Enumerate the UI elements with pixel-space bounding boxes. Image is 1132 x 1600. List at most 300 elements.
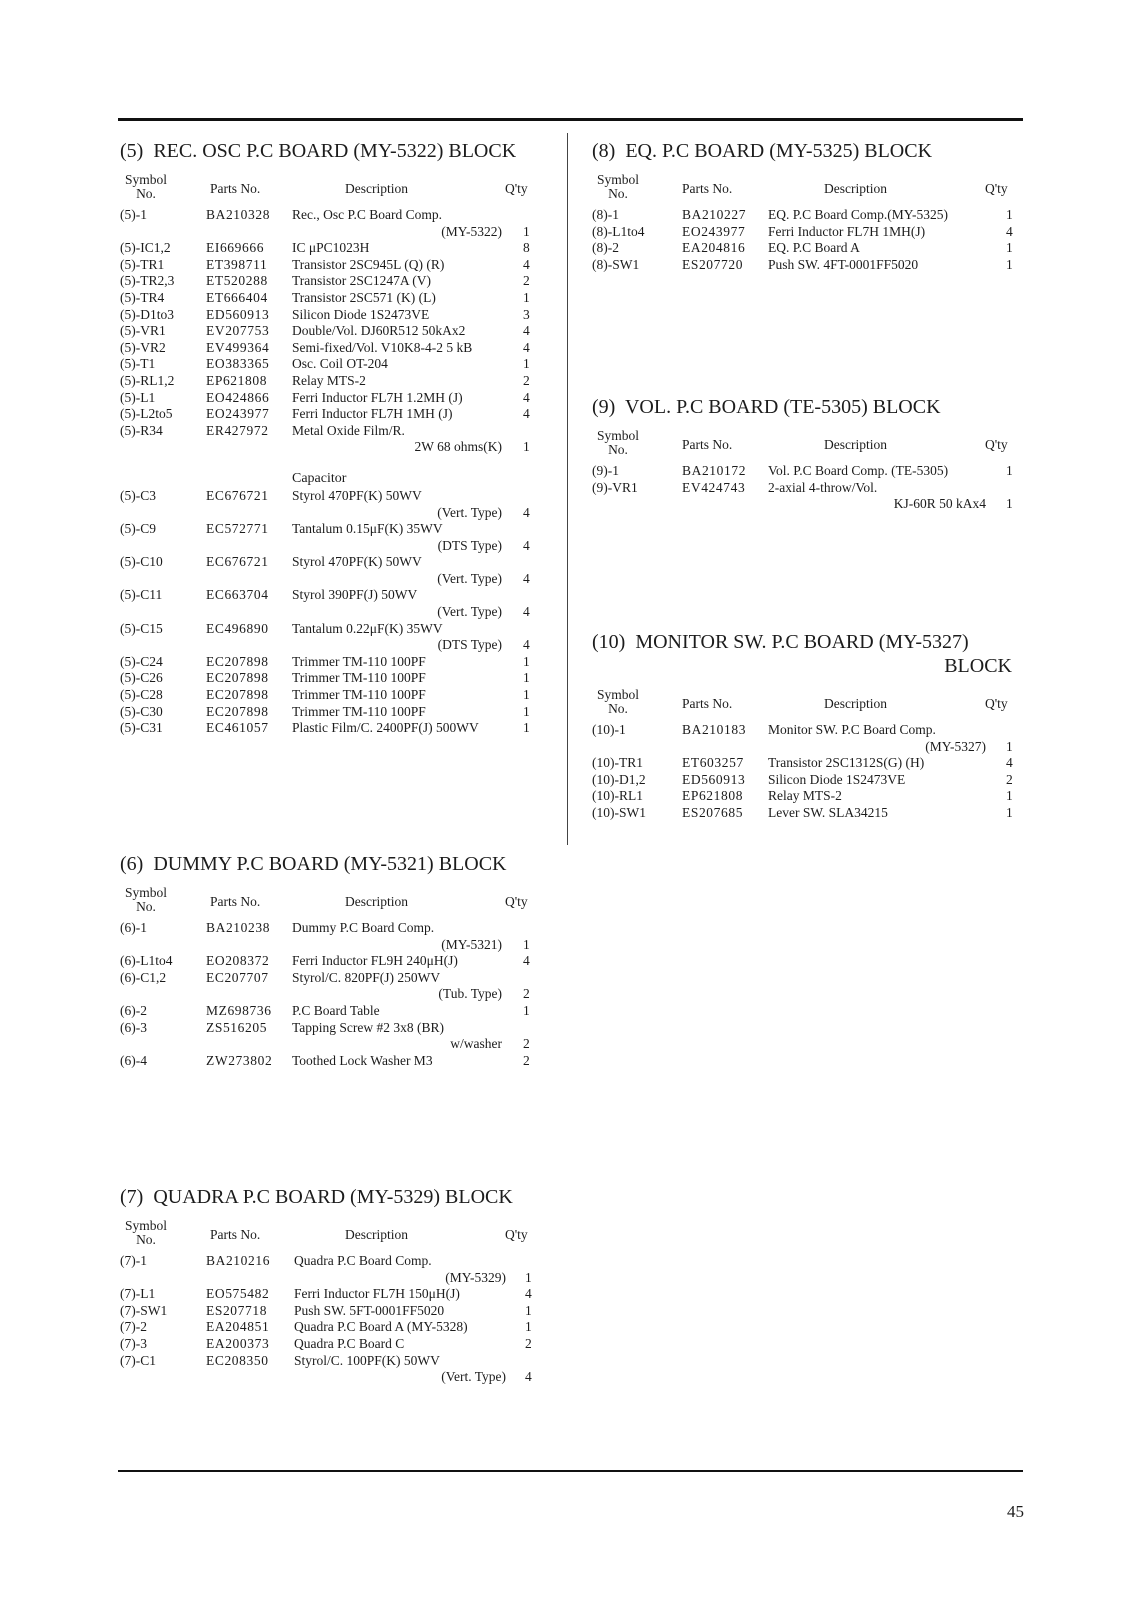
symbol-cell: (5)-C26 — [120, 670, 163, 686]
description-line: Osc. Coil OT-204 — [292, 356, 388, 372]
symbol-cell: (7)-1 — [120, 1253, 147, 1268]
description-cell — [294, 1336, 506, 1353]
description-cell — [768, 257, 986, 274]
description-line: Ferri Inductor FL7H 1.2MH (J) — [292, 389, 463, 405]
symbol-cell: (7)-2 — [120, 1319, 147, 1335]
symbol-cell: (5)-C10 — [120, 554, 163, 570]
description-line: Quadra P.C Board Comp. — [294, 1253, 432, 1268]
description-line: Silicon Diode 1S2473VE — [768, 771, 906, 787]
table-row — [120, 423, 540, 456]
parts-list — [592, 722, 1012, 822]
parts-no-cell: ET520288 — [206, 273, 268, 289]
description-cell — [292, 687, 502, 704]
qty-cell: 1 — [523, 289, 530, 305]
description-cell — [768, 207, 986, 224]
table-header — [120, 173, 540, 207]
header-description: Description — [824, 437, 887, 452]
qty-cell: 1 — [525, 1319, 532, 1335]
symbol-cell: (5)-RL1,2 — [120, 372, 175, 388]
description-cell — [292, 406, 502, 423]
parts-no-cell: EC207898 — [206, 670, 269, 686]
block-title: (5) REC. OSC P.C BOARD (MY-5322) BLOCK — [120, 140, 517, 162]
symbol-cell: (8)-L1to4 — [592, 223, 645, 239]
qty-cell: 4 — [525, 1286, 532, 1302]
description-line: Styrol 470PF(K) 50WV — [292, 487, 422, 503]
header-qty: Q'ty — [505, 1227, 528, 1242]
header-description: Description — [824, 181, 887, 196]
table-row — [592, 463, 1012, 480]
description-cell — [292, 1003, 502, 1020]
header-parts-no: Parts No. — [210, 181, 261, 196]
page-number: 45 — [1007, 1502, 1024, 1521]
block-title: (10) MONITOR SW. P.C BOARD (MY-5327) BLOCK — [592, 631, 1012, 677]
description-line: Ferri Inductor FL7H 1MH (J) — [292, 406, 453, 422]
symbol-cell: (6)-L1to4 — [120, 953, 173, 969]
table-header — [592, 429, 1012, 463]
description-line: Push SW. 4FT-0001FF5020 — [768, 256, 919, 272]
description-cell — [292, 290, 502, 307]
symbol-cell: (10)-1 — [592, 722, 626, 737]
table-row — [120, 406, 540, 423]
symbol-cell: (8)-1 — [592, 207, 619, 222]
description-line: Styrol/C. 100PF(K) 50WV — [294, 1352, 440, 1368]
symbol-cell: (5)-C31 — [120, 720, 163, 736]
description-cell — [292, 240, 502, 257]
description-cell — [292, 1020, 502, 1053]
table-row — [120, 1319, 540, 1336]
table-row — [592, 755, 1012, 772]
qty-cell: 4 — [525, 1369, 532, 1385]
description-cell — [292, 953, 502, 970]
symbol-cell: (10)-SW1 — [592, 804, 646, 820]
header-description: Description — [345, 1227, 408, 1242]
header-qty: Q'ty — [985, 181, 1008, 196]
parts-no-cell: EO575482 — [206, 1286, 270, 1302]
description-cell — [768, 805, 986, 822]
description-line: Transistor 2SC571 (K) (L) — [292, 289, 436, 305]
qty-cell: 1 — [523, 670, 530, 686]
symbol-cell: (6)-2 — [120, 1002, 147, 1018]
description-line-2: (MY-5327) — [925, 738, 986, 754]
table-row — [120, 307, 540, 324]
qty-cell: 1 — [523, 653, 530, 669]
qty-cell: 1 — [1006, 804, 1013, 820]
block-9 — [592, 395, 1012, 513]
qty-cell: 1 — [1006, 738, 1013, 754]
table-row — [120, 1053, 540, 1070]
parts-no-cell: BA210172 — [682, 463, 747, 478]
description-line: Silicon Diode 1S2473VE — [292, 306, 430, 322]
description-line: Transistor 2SC945L (Q) (R) — [292, 256, 445, 272]
qty-cell: 4 — [523, 637, 530, 653]
table-row — [120, 554, 540, 587]
header-symbol: Symbol No. — [124, 1218, 167, 1247]
parts-no-cell: EC461057 — [206, 720, 269, 736]
qty-cell: 4 — [1006, 223, 1013, 239]
description-line: Trimmer TM-110 100PF — [292, 687, 426, 703]
description-line: Tapping Screw #2 3x8 (BR) — [292, 1019, 445, 1035]
table-row — [120, 240, 540, 257]
block-6 — [120, 852, 540, 1069]
qty-cell: 8 — [523, 240, 530, 256]
description-line: Relay MTS-2 — [292, 372, 366, 388]
parts-no-cell: BA210238 — [206, 920, 271, 935]
parts-no-cell: EC676721 — [206, 554, 269, 570]
symbol-cell: (7)-3 — [120, 1335, 147, 1351]
table-header — [592, 173, 1012, 207]
qty-cell: 2 — [523, 1052, 530, 1068]
parts-no-cell: EP621808 — [682, 788, 744, 804]
table-row — [592, 805, 1012, 822]
symbol-cell: (5)-1 — [120, 207, 147, 222]
parts-no-cell: EC207898 — [206, 687, 269, 703]
symbol-cell: (5)-TR2,3 — [120, 273, 175, 289]
parts-no-cell: EC496890 — [206, 620, 269, 636]
qty-cell: 1 — [1006, 207, 1013, 222]
table-row — [120, 720, 540, 737]
qty-cell: 1 — [1006, 463, 1013, 478]
qty-cell: 1 — [523, 223, 530, 239]
parts-no-cell: ZW273802 — [206, 1052, 273, 1068]
parts-no-cell: ES207720 — [682, 256, 744, 272]
qty-cell: 4 — [523, 339, 530, 355]
symbol-cell: (5)-TR4 — [120, 289, 165, 305]
block-title: (7) QUADRA P.C BOARD (MY-5329) BLOCK — [120, 1186, 513, 1208]
description-line: Transistor 2SC1312S(G) (H) — [768, 755, 925, 771]
description-cell — [292, 488, 502, 521]
description-cell — [768, 480, 986, 513]
qty-cell: 2 — [523, 372, 530, 388]
table-row — [120, 970, 540, 1003]
table-row — [120, 390, 540, 407]
parts-no-cell: EA200373 — [206, 1335, 270, 1351]
description-line: Trimmer TM-110 100PF — [292, 653, 426, 669]
table-row — [120, 290, 540, 307]
description-line-2: (Vert. Type) — [437, 570, 502, 586]
bottom-rule — [118, 1470, 1023, 1472]
qty-cell: 2 — [523, 273, 530, 289]
symbol-cell: (6)-C1,2 — [120, 969, 167, 985]
description-cell — [294, 1286, 506, 1303]
qty-cell: 4 — [523, 389, 530, 405]
description-cell — [294, 1303, 506, 1320]
description-cell — [768, 240, 986, 257]
table-row — [592, 207, 1012, 224]
symbol-cell: (7)-C1 — [120, 1352, 156, 1368]
table-header — [592, 688, 1012, 722]
header-qty: Q'ty — [505, 181, 528, 196]
description-line: Vol. P.C Board Comp. (TE-5305) — [768, 463, 949, 478]
block-8 — [592, 139, 1012, 273]
qty-cell: 4 — [523, 537, 530, 553]
header-symbol: Symbol No. — [596, 428, 639, 457]
qty-cell: 4 — [523, 323, 530, 339]
symbol-cell: (9)-VR1 — [592, 479, 638, 495]
qty-cell: 4 — [523, 504, 530, 520]
symbol-cell: (9)-1 — [592, 463, 619, 478]
description-line: Lever SW. SLA34215 — [768, 804, 888, 820]
header-qty: Q'ty — [985, 437, 1008, 452]
block-10 — [592, 630, 1012, 822]
parts-list — [592, 463, 1012, 513]
description-line: Trimmer TM-110 100PF — [292, 670, 426, 686]
description-cell — [292, 1053, 502, 1070]
description-line: Transistor 2SC1247A (V) — [292, 273, 432, 289]
qty-cell: 1 — [523, 439, 530, 455]
qty-cell: 1 — [523, 1002, 530, 1018]
description-line: P.C Board Table — [292, 1002, 380, 1018]
header-symbol: Symbol No. — [596, 687, 639, 716]
parts-no-cell: BA210227 — [682, 207, 747, 222]
block-title: (8) EQ. P.C BOARD (MY-5325) BLOCK — [592, 140, 933, 162]
symbol-cell: (7)-L1 — [120, 1286, 156, 1302]
description-line: Styrol 470PF(K) 50WV — [292, 554, 422, 570]
header-symbol: Symbol No. — [124, 172, 167, 201]
qty-cell: 1 — [525, 1269, 532, 1285]
header-description: Description — [345, 894, 408, 909]
symbol-cell: (5)-L1 — [120, 389, 156, 405]
description-line: Styrol/C. 820PF(J) 250WV — [292, 969, 441, 985]
description-cell — [768, 755, 986, 772]
parts-no-cell: MZ698736 — [206, 1002, 272, 1018]
description-line: EQ. P.C Board Comp.(MY-5325) — [768, 207, 949, 222]
symbol-cell: (5)-C9 — [120, 521, 156, 537]
description-cell — [768, 772, 986, 789]
description-cell — [292, 423, 502, 456]
qty-cell: 4 — [523, 604, 530, 620]
qty-cell: 1 — [523, 687, 530, 703]
description-line-2: (MY-5321) — [441, 936, 502, 952]
header-parts-no: Parts No. — [682, 437, 733, 452]
table-row — [120, 920, 540, 953]
qty-cell: 2 — [523, 986, 530, 1002]
description-line: Semi-fixed/Vol. V10K8-4-2 5 kB — [292, 339, 473, 355]
description-line-2: (MY-5329) — [445, 1269, 506, 1285]
table-row — [592, 224, 1012, 241]
parts-no-cell: ET603257 — [682, 755, 744, 771]
description-cell — [292, 654, 502, 671]
symbol-cell: (5)-R34 — [120, 422, 163, 438]
description-cell — [292, 257, 502, 274]
description-cell — [768, 722, 986, 755]
symbol-cell: (5)-TR1 — [120, 256, 165, 272]
qty-cell: 1 — [525, 1302, 532, 1318]
description-cell — [292, 373, 502, 390]
column-divider — [567, 133, 568, 845]
qty-cell: 4 — [523, 406, 530, 422]
capacitor-list — [120, 488, 540, 737]
symbol-cell: (5)-VR1 — [120, 323, 166, 339]
parts-no-cell: EC676721 — [206, 487, 269, 503]
description-cell — [292, 720, 502, 737]
parts-no-cell: ES207718 — [206, 1302, 268, 1318]
description-line: Tantalum 0.15μF(K) 35WV — [292, 521, 443, 537]
description-line-2: (Vert. Type) — [437, 604, 502, 620]
table-row — [120, 1286, 540, 1303]
parts-no-cell: EV207753 — [206, 323, 270, 339]
symbol-cell: (5)-C24 — [120, 653, 163, 669]
table-row — [592, 257, 1012, 274]
description-line: 2-axial 4-throw/Vol. — [768, 479, 878, 495]
header-description: Description — [824, 696, 887, 711]
symbol-cell: (5)-C3 — [120, 487, 156, 503]
table-row — [120, 273, 540, 290]
description-line-2: (MY-5322) — [441, 223, 502, 239]
parts-no-cell: ZS516205 — [206, 1019, 268, 1035]
parts-no-cell: ED560913 — [682, 771, 746, 787]
parts-no-cell: EA204851 — [206, 1319, 270, 1335]
description-cell — [292, 621, 502, 654]
description-cell — [292, 340, 502, 357]
parts-no-cell: EO243977 — [682, 223, 746, 239]
parts-no-cell: EV499364 — [206, 339, 270, 355]
description-line: Dummy P.C Board Comp. — [292, 920, 435, 935]
description-cell — [768, 224, 986, 241]
symbol-cell: (6)-1 — [120, 920, 147, 935]
description-line: Quadra P.C Board C — [294, 1335, 405, 1351]
description-cell — [292, 521, 502, 554]
description-line: Ferri Inductor FL7H 1MH(J) — [768, 223, 926, 239]
symbol-cell: (8)-2 — [592, 240, 619, 256]
table-row — [120, 373, 540, 390]
parts-list — [120, 920, 540, 1069]
top-rule — [118, 118, 1023, 121]
parts-no-cell: EI669666 — [206, 240, 265, 256]
parts-no-cell: ET398711 — [206, 256, 268, 272]
table-row — [120, 1336, 540, 1353]
description-cell — [292, 587, 502, 620]
qty-cell: 1 — [523, 356, 530, 372]
symbol-cell: (5)-C30 — [120, 703, 163, 719]
description-cell — [292, 554, 502, 587]
header-description: Description — [345, 181, 408, 196]
parts-no-cell: EO383365 — [206, 356, 270, 372]
qty-cell: 4 — [523, 256, 530, 272]
table-row — [592, 772, 1012, 789]
description-cell — [292, 670, 502, 687]
parts-no-cell: EC207898 — [206, 703, 269, 719]
table-row — [120, 687, 540, 704]
parts-no-cell: EC663704 — [206, 587, 269, 603]
symbol-cell: (6)-4 — [120, 1052, 147, 1068]
table-row — [120, 207, 540, 240]
description-cell — [292, 920, 502, 953]
parts-list — [592, 207, 1012, 273]
description-line: Push SW. 5FT-0001FF5020 — [294, 1302, 445, 1318]
qty-cell: 4 — [523, 953, 530, 969]
parts-no-cell: BA210328 — [206, 207, 271, 222]
description-cell — [294, 1353, 506, 1386]
qty-cell: 2 — [523, 1036, 530, 1052]
block-title: (6) DUMMY P.C BOARD (MY-5321) BLOCK — [120, 853, 507, 875]
symbol-cell: (6)-3 — [120, 1019, 147, 1035]
description-line: Relay MTS-2 — [768, 788, 842, 804]
description-line: Ferri Inductor FL7H 150μH(J) — [294, 1286, 460, 1302]
description-line-2: (Vert. Type) — [441, 1369, 506, 1385]
parts-no-cell: EA204816 — [682, 240, 746, 256]
qty-cell: 1 — [1006, 256, 1013, 272]
parts-no-cell: ES207685 — [682, 804, 744, 820]
qty-cell: 2 — [525, 1335, 532, 1351]
description-cell — [292, 307, 502, 324]
description-cell — [294, 1319, 506, 1336]
symbol-cell: (5)-D1to3 — [120, 306, 174, 322]
description-cell — [292, 356, 502, 373]
qty-cell: 1 — [1006, 240, 1013, 256]
description-cell — [292, 323, 502, 340]
description-cell — [294, 1253, 506, 1286]
qty-cell: 1 — [1006, 496, 1013, 512]
block-5 — [120, 139, 540, 737]
header-symbol: Symbol No. — [124, 885, 167, 914]
parts-no-cell: ED560913 — [206, 306, 270, 322]
description-line-2: (Tub. Type) — [438, 986, 502, 1002]
description-line: Plastic Film/C. 2400PF(J) 500WV — [292, 720, 479, 736]
table-row — [592, 480, 1012, 513]
description-line: Tantalum 0.22μF(K) 35WV — [292, 620, 443, 636]
table-row — [120, 654, 540, 671]
symbol-cell: (5)-IC1,2 — [120, 240, 171, 256]
qty-cell: 4 — [523, 570, 530, 586]
parts-no-cell: EO208372 — [206, 953, 270, 969]
table-row — [592, 240, 1012, 257]
description-line-2: (DTS Type) — [437, 637, 502, 653]
qty-cell: 3 — [523, 306, 530, 322]
description-line: Styrol 390PF(J) 50WV — [292, 587, 418, 603]
symbol-cell: (5)-VR2 — [120, 339, 166, 355]
parts-no-cell: EO243977 — [206, 406, 270, 422]
qty-cell: 1 — [1006, 788, 1013, 804]
table-row — [120, 521, 540, 554]
qty-cell: 1 — [523, 936, 530, 952]
table-row — [120, 356, 540, 373]
parts-no-cell: ER427972 — [206, 422, 269, 438]
table-row — [120, 1003, 540, 1020]
table-row — [592, 722, 1012, 755]
parts-no-cell: EO424866 — [206, 389, 270, 405]
parts-no-cell: ET666404 — [206, 289, 268, 305]
description-line: Toothed Lock Washer M3 — [292, 1052, 433, 1068]
symbol-cell: (5)-T1 — [120, 356, 156, 372]
symbol-cell: (5)-C15 — [120, 620, 163, 636]
description-line: Metal Oxide Film/R. — [292, 422, 405, 438]
description-line-2: KJ-60R 50 kAx4 — [893, 496, 986, 512]
symbol-cell: (5)-C11 — [120, 587, 163, 603]
description-line: Quadra P.C Board A (MY-5328) — [294, 1319, 468, 1335]
header-parts-no: Parts No. — [210, 894, 261, 909]
description-cell — [292, 970, 502, 1003]
header-symbol: Symbol No. — [596, 172, 639, 201]
block-7 — [120, 1185, 540, 1386]
symbol-cell: (5)-C28 — [120, 687, 163, 703]
description-line: Double/Vol. DJ60R512 50kAx2 — [292, 323, 466, 339]
description-line: Ferri Inductor FL9H 240μH(J) — [292, 953, 458, 969]
table-row — [120, 1253, 540, 1286]
table-row — [120, 340, 540, 357]
header-parts-no: Parts No. — [682, 696, 733, 711]
table-row — [120, 704, 540, 721]
parts-no-cell: EC208350 — [206, 1352, 269, 1368]
table-row — [120, 1020, 540, 1053]
symbol-cell: (10)-RL1 — [592, 788, 643, 804]
qty-cell: 4 — [1006, 755, 1013, 771]
symbol-cell: (5)-L2to5 — [120, 406, 173, 422]
symbol-cell: (7)-SW1 — [120, 1302, 168, 1318]
table-row — [120, 323, 540, 340]
description-cell — [292, 273, 502, 290]
table-row — [120, 488, 540, 521]
description-line: Monitor SW. P.C Board Comp. — [768, 722, 936, 737]
